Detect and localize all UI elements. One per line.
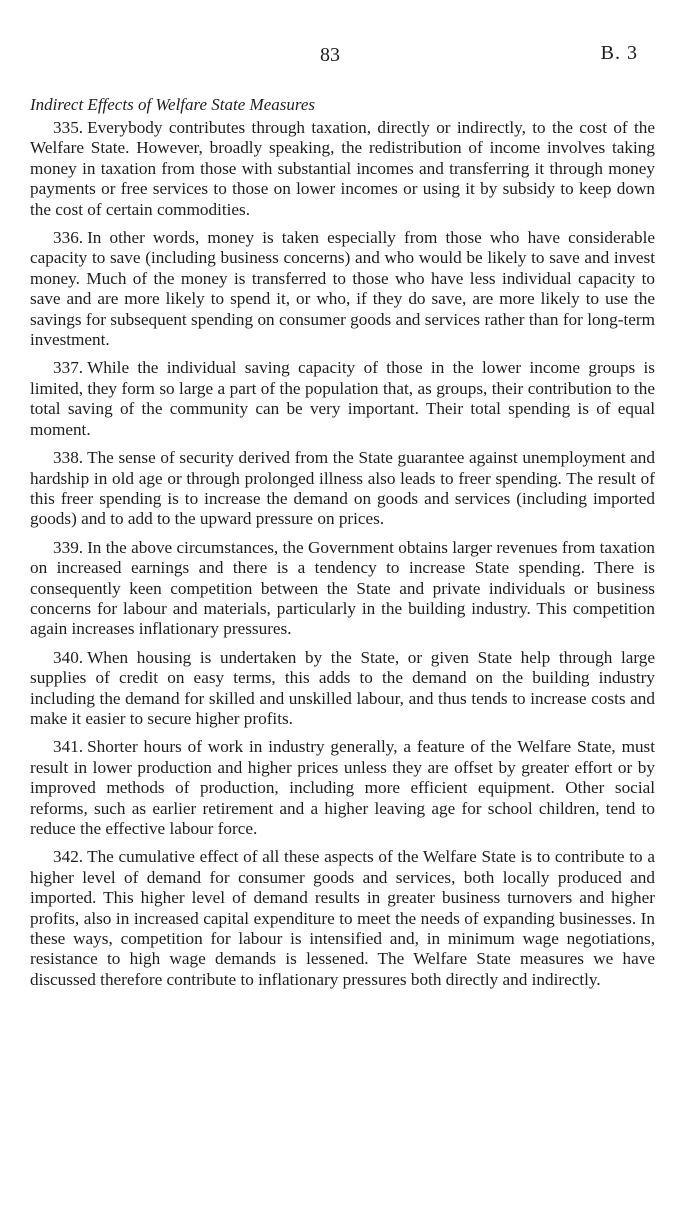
paragraph-text: The cumulative effect of all these aspects of the Welfare State is to contribute to a higher level of demand for consumer goods and services, both locally produced and imported. This higher level of demand results in greater business turnovers and higher profits, also in increased capital expenditure to meet the needs of expanding businesses. In these ways, competition for labour is intensified and, in minimum wage negotiations, resistance to high wage demands is lessened. The Welfare State measures we have discussed therefore contribute to inflationary pressures both directly and indirectly. — [30, 847, 655, 989]
document-reference: B. 3 — [600, 42, 638, 64]
paragraph-number: 340. — [53, 647, 84, 667]
paragraph-341 — [30, 737, 655, 839]
paragraph-number: 338. — [53, 448, 84, 468]
paragraph-number: 337. — [53, 358, 84, 378]
paragraph-text: Shorter hours of work in industry generally, a feature of the Welfare State, must result in lower production and higher prices unless they are offset by greater effort or by improved methods of production, including more efficient equipment. Other social reforms, such as earlier retirement and a higher leaving age for school children, tend to reduce the effective labour force. — [30, 737, 655, 838]
section-heading: Indirect Effects of Welfare State Measures — [30, 95, 315, 114]
paragraph-340 — [30, 648, 655, 730]
paragraph-number: 336. — [53, 228, 84, 248]
paragraph-text: In the above circumstances, the Government obtains larger revenues from taxation on increased earnings and there is a tendency to increase State spending. There is consequently keen competition between the State and private individuals or business concerns for labour and materials, particularly in the building industry. This competition again increases inflationary pressures. — [30, 537, 655, 639]
page-body — [30, 94, 655, 998]
paragraph-number: 339. — [53, 537, 84, 557]
paragraph-number: 335. — [53, 118, 84, 137]
paragraph-342 — [30, 847, 655, 990]
paragraph-number: 342. — [53, 847, 84, 867]
paragraph-text: While the individual saving capacity of those in the lower income groups is limited, they form so large a part of the population that, as groups, their contribution to the total saving of the community can be very important. Their total spending is of equal moment. — [30, 358, 655, 439]
paragraph-text: In other words, money is taken especially from those who have considerable capacity to save (including business concerns) and who would be likely to save and invest money. Much of the money is transferred to those who have less individual capacity to save and are more likely to spend it, or who, if they do save, are more likely to use the savings for subsequent spending on consumer goods and services rather than for long-term investment. — [30, 228, 655, 350]
paragraph-338 — [30, 448, 655, 530]
paragraph-337 — [30, 358, 655, 440]
paragraph-339 — [30, 538, 655, 640]
paragraph-text: The sense of security derived from the State guarantee against unemployment and hardship in old age or through prolonged illness also leads to freer spending. The result of this freer spending is to increase the demand on goods and services (including imported goods) and to add to the upward pressure on prices. — [30, 448, 655, 529]
paragraph-text: When housing is undertaken by the State, or given State help through large supplies of credit on easy terms, this adds to the demand on the building industry including the demand for skilled and unskilled labour, and thus tends to increase costs and make it easier to secure higher profits. — [30, 647, 655, 728]
paragraph-336 — [30, 228, 655, 350]
paragraph-335 — [30, 118, 655, 220]
paragraph-number: 341. — [53, 737, 84, 757]
page-number: 83 — [320, 44, 340, 66]
paragraph-text: Everybody contributes through taxation, directly or indirectly, to the cost of the Welfare State. However, broadly speaking, the redistribution of income involves taking money in taxation from those with substantial incomes and transferring it through money payments or free services to those on lower incomes or using it by subsidy to keep down the cost of certain commodities. — [30, 118, 655, 219]
